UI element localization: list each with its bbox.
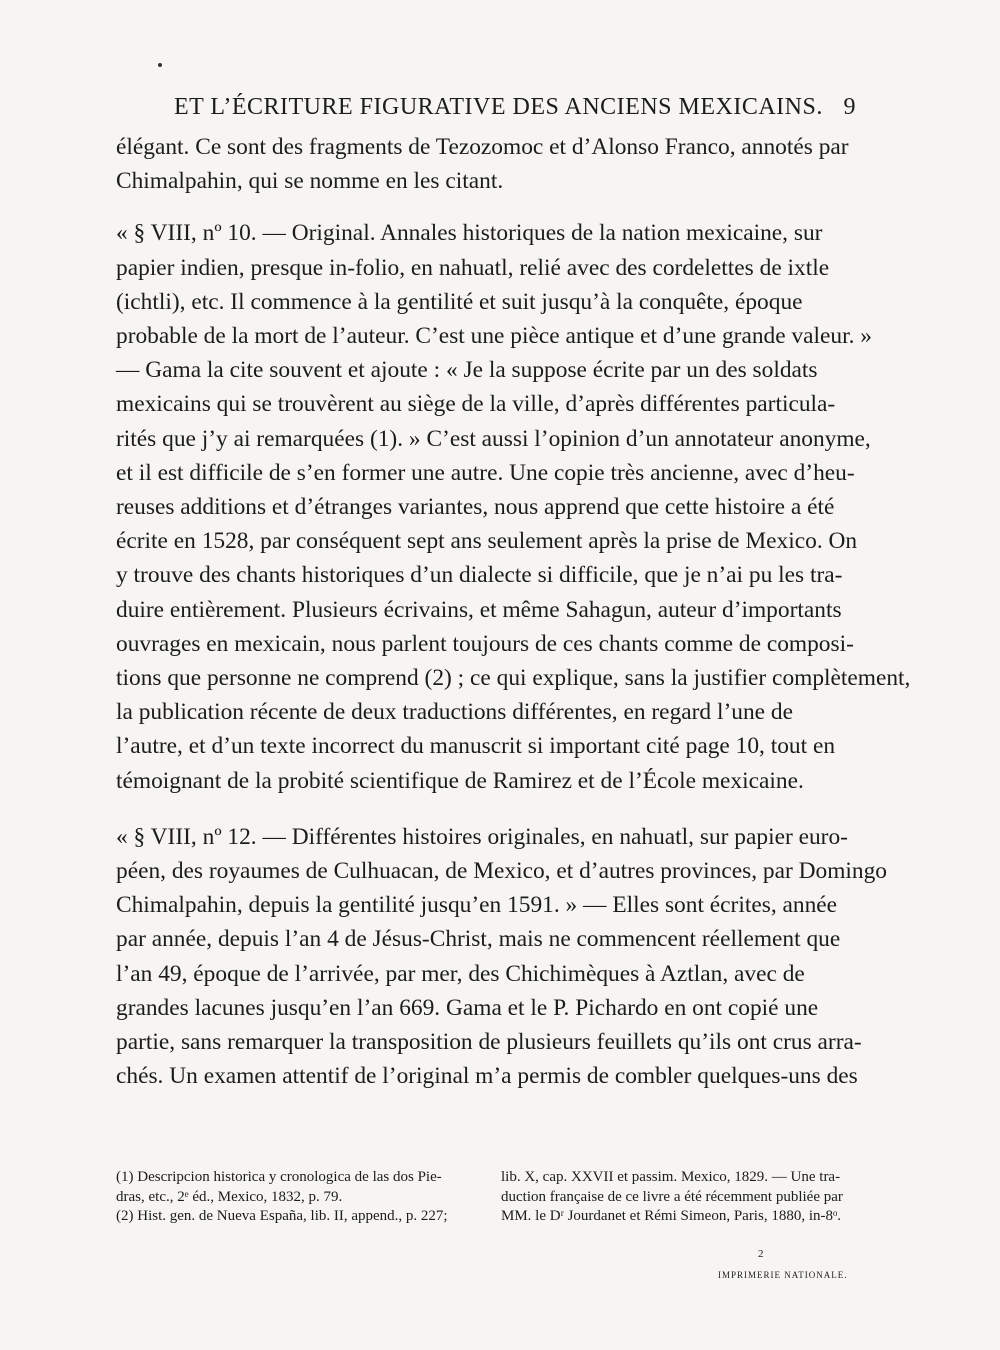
paragraph	[116, 130, 856, 198]
text-line: la publication récente de deux traductions différentes, en regard l’une de	[116, 699, 793, 726]
text-line: Chimalpahin, qui se nomme en les citant.	[116, 168, 504, 195]
footnote-line: (2) Hist. gen. de Nueva España, lib. II, append., p. 227;	[116, 1208, 448, 1224]
page-number: 9	[843, 94, 856, 120]
text-line: Chimalpahin, depuis la gentilité jusqu’en 1591. » — Elles sont écrites, année	[116, 892, 838, 919]
text-line: par année, depuis l’an 4 de Jésus-Christ, mais ne commencent réellement que	[116, 926, 841, 953]
ink-speck	[158, 63, 162, 67]
footnote-line: (1) Descripcion historica y cronologica de las dos Pie-	[116, 1169, 442, 1185]
footnotes-right-column	[501, 1168, 856, 1227]
footnote-line: lib. X, cap. XXVII et passim. Mexico, 1829. — Une tra-	[501, 1169, 841, 1185]
text-line: y trouve des chants historiques d’un dialecte si difficile, que je n’ai pu les tra-	[116, 562, 843, 589]
text-line: (ichtli), etc. Il commence à la gentilité et suit jusqu’à la conquête, époque	[116, 288, 803, 315]
body-text	[116, 130, 911, 1093]
text-line: l’autre, et d’un texte incorrect du manuscrit si important cité page 10, tout en	[116, 733, 836, 760]
signature-mark: 2	[758, 1248, 764, 1260]
paragraph	[116, 820, 887, 1094]
text-line: rités que j’y ai remarquées (1). » C’est aussi l’opinion d’un annotateur anonyme,	[116, 425, 871, 452]
imprint-line: IMPRIMERIE NATIONALE.	[718, 1270, 848, 1280]
page-header	[116, 94, 856, 126]
paragraph	[116, 216, 911, 797]
text-line: péen, des royaumes de Culhuacan, de Mexico, et d’autres provinces, par Domingo	[116, 858, 887, 885]
text-line: partie, sans remarquer la transposition de plusieurs feuillets qu’ils ont crus arra-	[116, 1029, 862, 1056]
text-line: — Gama la cite souvent et ajoute : « Je la suppose écrite par un des soldats	[116, 357, 818, 384]
text-line: grandes lacunes jusqu’en l’an 669. Gama et le P. Pichardo en ont copié une	[116, 994, 819, 1021]
text-line: reuses additions et d’étranges variantes, nous apprend que cette histoire a été	[116, 494, 835, 521]
text-line: ouvrages en mexicain, nous parlent toujours de ces chants comme de composi-	[116, 630, 854, 657]
footnote-line: dras, etc., 2ᵉ éd., Mexico, 1832, p. 79.	[116, 1188, 343, 1205]
text-line: l’an 49, époque de l’arrivée, par mer, des Chichimèques à Aztlan, avec de	[116, 960, 805, 987]
text-line: tions que personne ne comprend (2) ; ce qui explique, sans la justifier complètement,	[116, 665, 911, 692]
text-line: élégant. Ce sont des fragments de Tezozomoc et d’Alonso Franco, annotés par	[116, 134, 849, 160]
footnote-line: MM. le Dʳ Jourdanet et Rémi Simeon, Paris, 1880, in-8ᵒ.	[501, 1208, 842, 1224]
running-title: ET L’ÉCRITURE FIGURATIVE DES ANCIENS MEXICAINS.	[174, 94, 823, 120]
text-line: « § VIII, nº 12. — Différentes histoires originales, en nahuatl, sur papier euro-	[116, 823, 848, 850]
text-line: écrite en 1528, par conséquent sept ans seulement après la prise de Mexico. On	[116, 528, 858, 555]
text-line: et il est difficile de s’en former une autre. Une copie très ancienne, avec d’heu-	[116, 459, 855, 486]
text-line: chés. Un examen attentif de l’original m’a permis de combler quelques-uns des	[116, 1063, 858, 1090]
footnotes-left-column	[116, 1168, 471, 1227]
footnote-line: duction française de ce livre a été récemment publiée par	[501, 1188, 843, 1205]
text-line: duire entièrement. Plusieurs écrivains, et même Sahagun, auteur d’importants	[116, 596, 842, 623]
text-line: témoignant de la probité scientifique de Ramirez et de l’École mexicaine.	[116, 767, 804, 794]
text-line: « § VIII, nº 10. — Original. Annales historiques de la nation mexicaine, sur	[116, 220, 823, 247]
text-line: mexicains qui se trouvèrent au siège de la ville, d’après différentes particula-	[116, 391, 836, 418]
footnotes	[116, 1168, 856, 1227]
text-line: probable de la mort de l’auteur. C’est une pièce antique et d’une grande valeur. »	[116, 323, 873, 350]
text-line: papier indien, presque in-folio, en nahuatl, relié avec des cordelettes de ixtle	[116, 254, 830, 281]
